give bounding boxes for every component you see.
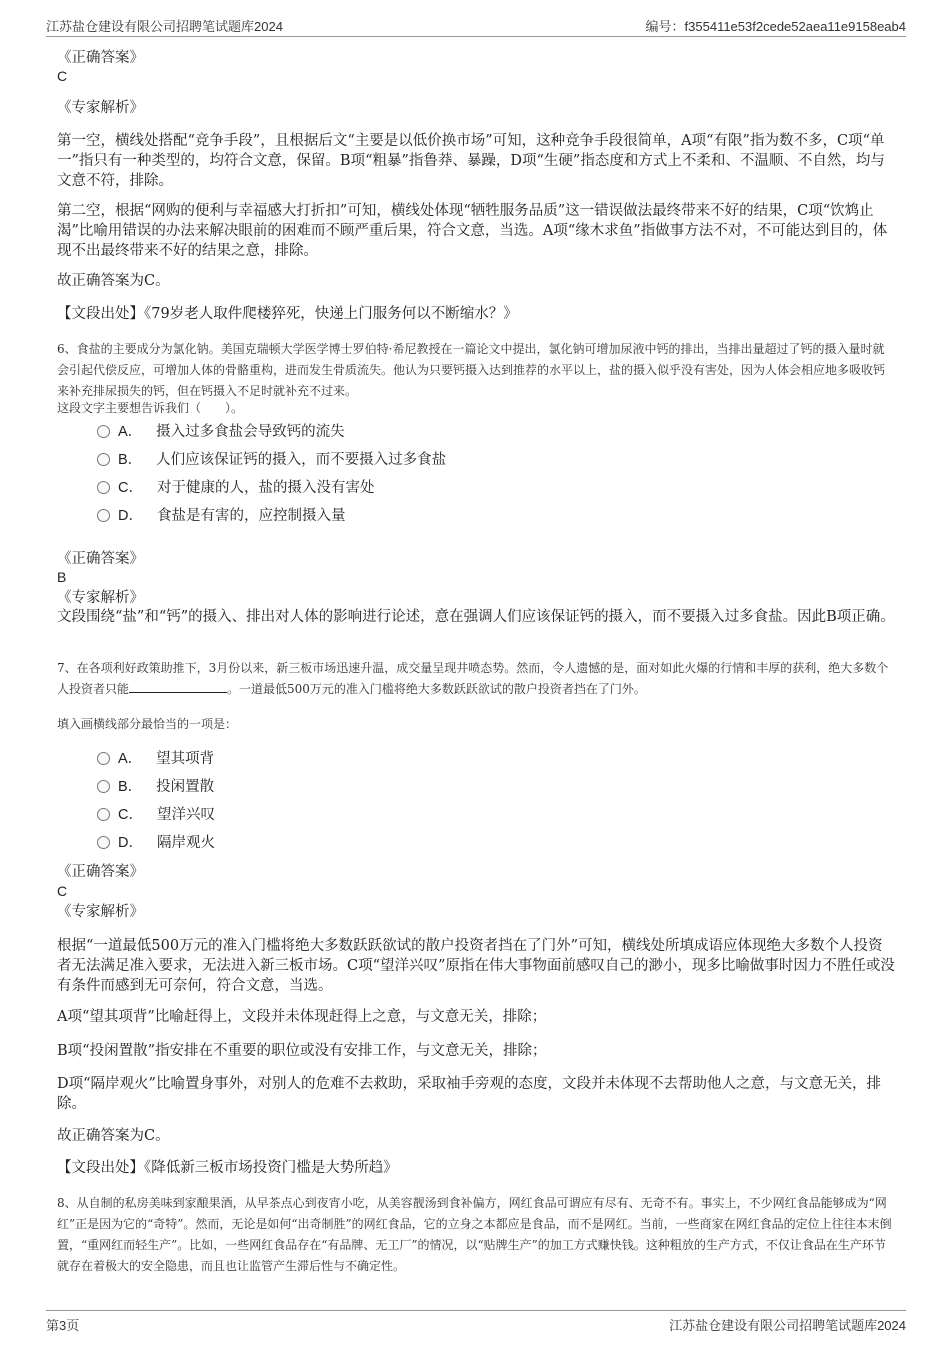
q5-answer: C <box>57 68 68 84</box>
q7-source: 【文段出处】《降低新三板市场投资门槛是大势所趋》 <box>57 1160 398 1176</box>
q7-stem-after: 。一道最低500万元的准入门槛将绝大多数跃跃欲试的散户投资者挡在了门外。 <box>227 682 646 696</box>
q6-answer: B <box>57 569 67 585</box>
q5-analysis-para1: 第一空，横线处搭配“竞争手段”，且根据后文“主要是以低价换市场”可知，这种竞争手段很简单，A项“有限”指为数不多，C项“单一”指只有一种类型的，均符合文意，保留。B项“粗暴”指鲁莽、暴躁，D项“生硬”指态度和方式上不柔和、不温顺、不自然，均与文意不符，排除。 <box>57 133 885 189</box>
header-title: 江苏盐仓建设有限公司招聘笔试题库2024 <box>46 19 283 34</box>
q5-answer-label: 《正确答案》 <box>57 50 144 66</box>
q6-analysis: 文段围绕“盐”和“钙”的摄入、排出对人体的影响进行论述，意在强调人们应该保证钙的摄入，而不要摄入过多食盐。因此B项正确。 <box>57 609 895 625</box>
q7-question: 填入画横线部分最恰当的一项是： <box>57 717 238 731</box>
page-footer <box>46 1310 906 1333</box>
q6-analysis-label: 《专家解析》 <box>57 590 144 606</box>
header-document-id: 编号：f355411e53f2cede52aea11e9158eab4 <box>645 19 906 34</box>
q5-conclusion: 故正确答案为C。 <box>57 273 170 289</box>
q7-option-d[interactable] <box>97 832 215 854</box>
option-text: 人们应该保证钙的摄入，而不要摄入过多食盐 <box>156 452 447 468</box>
q7-analysis-para4: D项“隔岸观火”比喻置身事外，对别人的危难不去救助，采取袖手旁观的态度，文段并未体现不去帮助他人之意，与文意无关，排除。 <box>57 1076 881 1112</box>
page-number: 第3页 <box>46 1318 80 1333</box>
option-label: B． <box>118 452 143 468</box>
footer-title: 江苏盐仓建设有限公司招聘笔试题库2024 <box>669 1318 906 1333</box>
q7-option-c[interactable] <box>97 804 215 826</box>
radio-icon[interactable] <box>97 425 110 438</box>
option-text: 对于健康的人，盐的摄入没有害处 <box>156 480 375 496</box>
radio-icon[interactable] <box>97 808 110 821</box>
radio-icon[interactable] <box>97 752 110 765</box>
option-text: 摄入过多食盐会导致钙的流失 <box>156 424 345 440</box>
option-text: 隔岸观火 <box>156 835 215 851</box>
q7-stem <box>57 658 895 700</box>
option-label: A． <box>118 424 143 440</box>
q6-option-b[interactable] <box>97 449 446 471</box>
q6-option-a[interactable] <box>97 421 345 443</box>
radio-icon[interactable] <box>97 509 110 522</box>
q5-source: 【文段出处】《79岁老人取件爬楼猝死，快递上门服务何以不断缩水？》 <box>57 306 518 322</box>
q7-analysis-para3: B项“投闲置散”指安排在不重要的职位或没有安排工作，与文意无关，排除； <box>57 1043 547 1059</box>
q6-option-c[interactable] <box>97 477 374 499</box>
option-text: 食盐是有害的，应控制摄入量 <box>156 508 346 524</box>
option-label: A． <box>118 751 143 767</box>
option-label: C． <box>118 807 143 823</box>
option-label: D． <box>118 835 143 851</box>
option-label: C． <box>118 480 143 496</box>
q5-analysis-para2: 第二空，根据“网购的便利与幸福感大打折扣”可知，横线处体现“牺牲服务品质”这一错误做法最终带来不好的结果，C项“饮鸩止渴”比喻用错误的办法来解决眼前的困难而不顾严重后果，符合文意，当选。A项“缘木求鱼”指做事方法不对，不可能达到目的，体现不出最终带来不好的结果之意，排除。 <box>57 203 888 259</box>
fill-blank <box>129 680 227 693</box>
q8-stem: 8、从自制的私房美味到家酿果酒，从早茶点心到夜宵小吃，从美容靓汤到食补偏方，网红食品可谓应有尽有、无奇不有。事实上，不少网红食品能够成为“网红”正是因为它的“奇特”。然而，无论是如何“出奇制胜”的网红食品，它的立身之本都应是食品，而不是网红。当前，一些商家在网红食品的定位上往往本末倒置，“重网红而轻生产”。比如，一些网红食品存在“有品牌、无工厂”的情况，以“贴牌生产”的加工方式赚快钱。这种粗放的生产方式，不仅让食品在生产环节就存在着极大的安全隐患，而且也让监管产生滞后性与不确定性。 <box>57 1196 892 1273</box>
q7-analysis-para1: 根据“一道最低500万元的准入门槛将绝大多数跃跃欲试的散户投资者挡在了门外”可知，横线处所填成语应体现绝大多数个人投资者无法满足准入要求，无法进入新三板市场。C项“望洋兴叹”原指在伟大事物面前感叹自己的渺小，现多比喻做事时因力不胜任或没有条件而感到无可奈何，符合文意，当选。 <box>57 938 895 994</box>
option-text: 望其项背 <box>156 751 215 767</box>
q6-stem: 6、食盐的主要成分为氯化钠。美国克瑞顿大学医学博士罗伯特·希尼教授在一篇论文中提出，氯化钠可增加尿液中钙的排出，当排出量超过了钙的摄入量时就会引起代偿反应，可增加人体的骨骼重构，进而发生骨质流失。他认为只要钙摄入达到推荐的水平以上，盐的摄入似乎没有害处，因为人体会相应地多吸收钙来补充排尿损失的钙，但在钙摄入不足时就补充不过来。 <box>57 342 886 398</box>
option-text: 望洋兴叹 <box>156 807 215 823</box>
q7-answer-label: 《正确答案》 <box>57 864 144 880</box>
radio-icon[interactable] <box>97 481 110 494</box>
q6-question: 这段文字主要想告诉我们（ ）。 <box>57 401 244 415</box>
q6-option-d[interactable] <box>97 505 345 527</box>
q7-answer: C <box>57 883 68 899</box>
option-label: B． <box>118 779 143 795</box>
radio-icon[interactable] <box>97 780 110 793</box>
option-label: D． <box>118 508 143 524</box>
option-text: 投闲置散 <box>156 779 215 795</box>
q5-analysis-label: 《专家解析》 <box>57 100 144 116</box>
q6-answer-label: 《正确答案》 <box>57 551 144 567</box>
q7-option-a[interactable] <box>97 748 214 770</box>
q7-option-b[interactable] <box>97 776 214 798</box>
q7-conclusion: 故正确答案为C。 <box>57 1128 170 1144</box>
radio-icon[interactable] <box>97 836 110 849</box>
page-header <box>46 14 906 37</box>
q7-analysis-para2: A项“望其项背”比喻赶得上，文段并未体现赶得上之意，与文意无关，排除； <box>57 1009 547 1025</box>
radio-icon[interactable] <box>97 453 110 466</box>
q7-stem-before: 7、在各项利好政策助推下，3月份以来，新三板市场迅速升温，成交量呈现井喷态势。然而，令人遗憾的是，面对如此火爆的行情和丰厚的获利，绝大多数个人投资者只能 <box>57 661 889 696</box>
q7-analysis-label: 《专家解析》 <box>57 904 144 920</box>
